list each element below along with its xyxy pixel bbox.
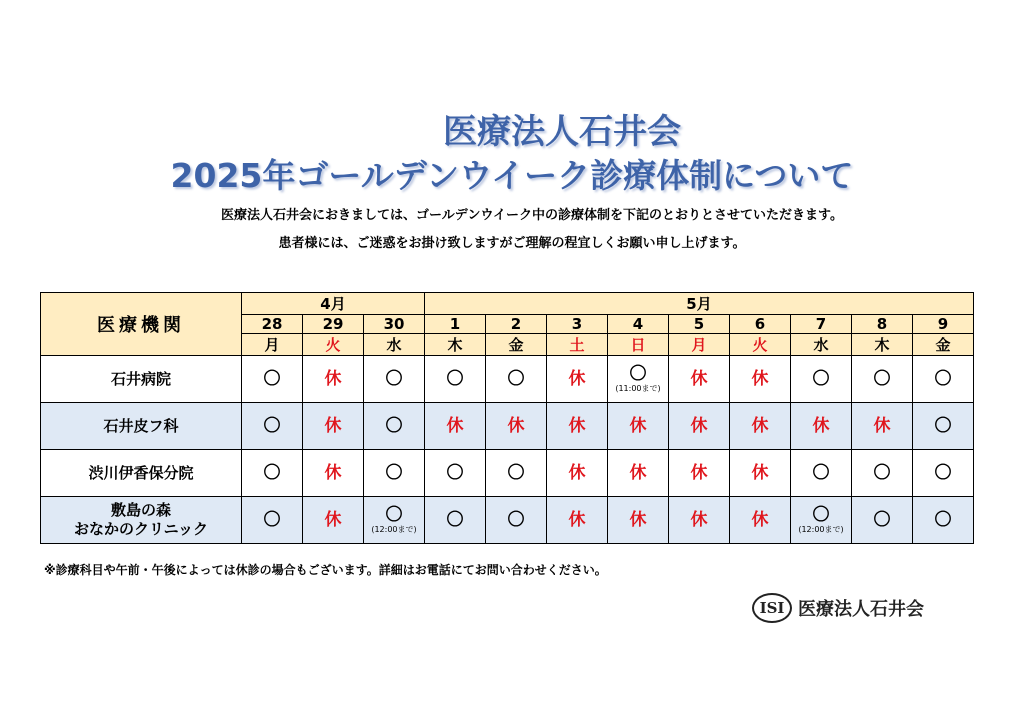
open-cell: [364, 403, 425, 450]
open-cell: [791, 497, 852, 544]
weekday-header: 日: [608, 334, 669, 356]
closed-cell: [303, 497, 364, 544]
closed-mark: 休: [324, 369, 342, 389]
open-cell: [913, 356, 974, 403]
closed-mark: 休: [751, 463, 769, 483]
closed-cell: [425, 403, 486, 450]
open-cell: [242, 497, 303, 544]
open-cell: [852, 450, 913, 497]
weekday-header: 水: [791, 334, 852, 356]
open-cell: [242, 403, 303, 450]
open-mark: 〇: [446, 463, 464, 483]
closed-cell: [303, 450, 364, 497]
day-number-header: 2: [486, 315, 547, 334]
open-mark: 〇: [263, 510, 281, 530]
open-mark: 〇: [873, 510, 891, 530]
hours-note: (12:00まで): [371, 524, 417, 534]
open-cell: [425, 450, 486, 497]
open-cell: [913, 403, 974, 450]
weekday-header: 木: [425, 334, 486, 356]
open-cell: [852, 497, 913, 544]
closed-cell: [730, 450, 791, 497]
closed-cell: [791, 403, 852, 450]
closed-mark: 休: [812, 416, 830, 436]
closed-mark: 休: [629, 416, 647, 436]
day-number-header: 6: [730, 315, 791, 334]
page-subtitle: 2025年ゴールデンウイーク診療体制について: [170, 156, 854, 195]
open-cell: [364, 450, 425, 497]
open-cell: [425, 497, 486, 544]
closed-mark: 休: [568, 416, 586, 436]
institution-name-line: 敷島の森: [110, 501, 171, 519]
closed-cell: [730, 356, 791, 403]
institution-name-line: 石井病院: [110, 369, 171, 388]
open-mark: 〇: [263, 416, 281, 436]
closed-cell: [608, 403, 669, 450]
closed-cell: [669, 450, 730, 497]
closed-cell: [547, 497, 608, 544]
open-mark: 〇: [629, 363, 647, 384]
closed-cell: [486, 403, 547, 450]
closed-mark: 休: [751, 510, 769, 530]
closed-mark: 休: [873, 416, 891, 436]
institution-name: [41, 497, 242, 544]
day-number-header: 3: [547, 315, 608, 334]
open-cell: [364, 497, 425, 544]
open-cell: [791, 450, 852, 497]
page-title: 医療法人石井会: [443, 112, 681, 152]
day-number-header: 8: [852, 315, 913, 334]
open-mark: 〇: [385, 463, 403, 483]
open-mark: 〇: [385, 369, 403, 389]
closed-mark: 休: [751, 416, 769, 436]
closed-cell: [730, 403, 791, 450]
open-cell: [791, 356, 852, 403]
open-mark: 〇: [507, 369, 525, 389]
closed-mark: 休: [568, 510, 586, 530]
closed-mark: 休: [446, 416, 464, 436]
closed-cell: [547, 356, 608, 403]
logo-text: 医療法人石井会: [798, 599, 924, 620]
open-cell: [242, 450, 303, 497]
open-mark: 〇: [263, 463, 281, 483]
closed-cell: [669, 403, 730, 450]
open-cell: [913, 450, 974, 497]
open-cell: [913, 497, 974, 544]
table-row: [41, 497, 974, 544]
weekday-header: 土: [547, 334, 608, 356]
closed-cell: [303, 356, 364, 403]
closed-mark: 休: [324, 416, 342, 436]
open-mark: 〇: [873, 463, 891, 483]
open-mark: 〇: [385, 504, 403, 525]
closed-cell: [730, 497, 791, 544]
closed-cell: [852, 403, 913, 450]
day-number-header: 28: [242, 315, 303, 334]
weekday-header: 木: [852, 334, 913, 356]
open-cell: [364, 356, 425, 403]
hours-note: (11:00まで): [615, 383, 661, 393]
month-header: 5月: [425, 293, 974, 315]
day-number-header: 4: [608, 315, 669, 334]
closed-mark: 休: [629, 463, 647, 483]
weekday-header: 金: [913, 334, 974, 356]
open-mark: 〇: [263, 369, 281, 389]
closed-cell: [547, 403, 608, 450]
weekday-header: 月: [669, 334, 730, 356]
weekday-header: 金: [486, 334, 547, 356]
open-cell: [425, 356, 486, 403]
weekday-header: 火: [730, 334, 791, 356]
open-mark: 〇: [934, 369, 952, 389]
closed-cell: [669, 356, 730, 403]
closed-mark: 休: [507, 416, 525, 436]
closed-mark: 休: [751, 369, 769, 389]
day-number-header: 29: [303, 315, 364, 334]
open-mark: 〇: [507, 510, 525, 530]
institution-name-line: おなかのクリニック: [73, 520, 209, 538]
closed-mark: 休: [324, 510, 342, 530]
open-mark: 〇: [934, 416, 952, 436]
closed-cell: [303, 403, 364, 450]
open-cell: [608, 356, 669, 403]
closed-mark: 休: [690, 463, 708, 483]
open-mark: 〇: [934, 510, 952, 530]
open-mark: 〇: [812, 463, 830, 483]
intro-text-line2: 患者様には、ご迷惑をお掛け致しますがご理解の程宜しくお願い申し上げます。: [278, 236, 746, 251]
day-number-header: 7: [791, 315, 852, 334]
table-row: [41, 403, 974, 450]
closed-mark: 休: [568, 369, 586, 389]
open-mark: 〇: [446, 510, 464, 530]
open-mark: 〇: [873, 369, 891, 389]
closed-cell: [608, 497, 669, 544]
schedule-table: [40, 292, 974, 544]
month-header: 4月: [242, 293, 425, 315]
open-mark: 〇: [507, 463, 525, 483]
institution-name-line: 石井皮フ科: [103, 416, 179, 435]
footnote: ※診療科目や午前・午後によっては休診の場合もございます。詳細はお電話にてお問い合わせください。: [44, 563, 607, 577]
hours-note: (12:00まで): [798, 524, 844, 534]
open-cell: [852, 356, 913, 403]
closed-cell: [669, 497, 730, 544]
organization-logo: [752, 590, 924, 626]
closed-cell: [608, 450, 669, 497]
open-mark: 〇: [446, 369, 464, 389]
open-cell: [486, 450, 547, 497]
closed-mark: 休: [568, 463, 586, 483]
table-row: [41, 450, 974, 497]
open-mark: 〇: [812, 369, 830, 389]
institution-name: [41, 450, 242, 497]
open-mark: 〇: [812, 504, 830, 525]
logo-mark-icon: ISI: [752, 593, 792, 623]
institution-name: [41, 356, 242, 403]
open-cell: [486, 497, 547, 544]
day-number-header: 1: [425, 315, 486, 334]
intro-text-line1: 医療法人石井会におきましては、ゴールデンウイーク中の診療体制を下記のとおりとさせていただきます。: [220, 208, 844, 223]
day-number-header: 30: [364, 315, 425, 334]
open-mark: 〇: [385, 416, 403, 436]
open-cell: [486, 356, 547, 403]
open-mark: 〇: [934, 463, 952, 483]
closed-cell: [547, 450, 608, 497]
table-row: [41, 356, 974, 403]
closed-mark: 休: [690, 369, 708, 389]
day-number-header: 5: [669, 315, 730, 334]
closed-mark: 休: [629, 510, 647, 530]
open-cell: [242, 356, 303, 403]
day-number-header: 9: [913, 315, 974, 334]
closed-mark: 休: [690, 510, 708, 530]
weekday-header: 月: [242, 334, 303, 356]
closed-mark: 休: [690, 416, 708, 436]
closed-mark: 休: [324, 463, 342, 483]
institution-header: 医療機関: [41, 293, 242, 356]
weekday-header: 水: [364, 334, 425, 356]
institution-name: [41, 403, 242, 450]
institution-name-line: 渋川伊香保分院: [88, 463, 194, 482]
weekday-header: 火: [303, 334, 364, 356]
